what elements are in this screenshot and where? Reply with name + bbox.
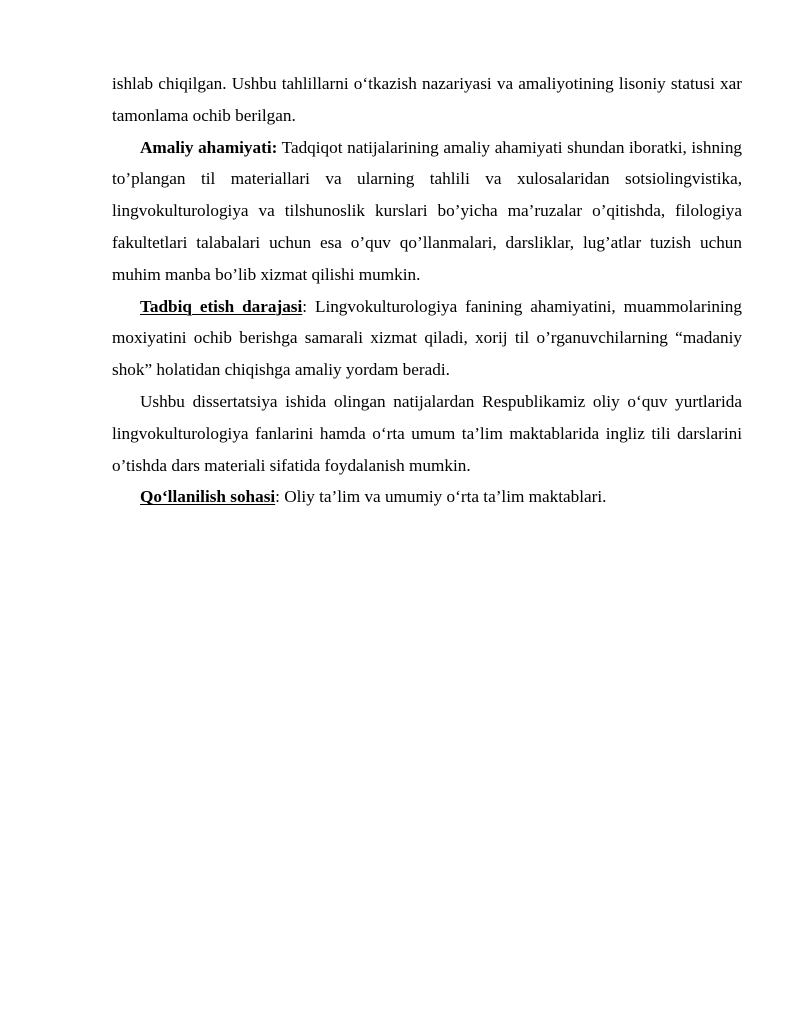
implementation-level-heading: Tadbiq etish darajasi — [140, 296, 303, 316]
paragraph-practical-significance — [112, 132, 742, 291]
paragraph-continuation — [112, 68, 742, 132]
paragraph-text: Ushbu dissertatsiya ishida olingan natijalardan Respublikamiz oliy o‘quv yurtlarida lingvokulturologiya fanlarini hamda o‘rta umum ta’lim maktablarida ingliz tili darslarini o’tishda dars materiali sifatida foydalanish mumkin. — [112, 391, 742, 475]
application-area-heading: Qo‘llanilish sohasi — [140, 487, 276, 507]
paragraph-implementation-level — [112, 291, 742, 386]
paragraph-text: Tadqiqot natijalarining amaliy ahamiyati shundan iboratki, ishning to’plangan til materiallari va ularning tahlili va xulosalaridan sotsiolingvistika, lingvokulturologiya va tilshunoslik kurslari bo’yicha ma’ruzalar o’qitishda, filologiya fakultetlari talabalari uchun esa o’quv qo’llanmalari, darsliklar, lug’atlar tuzish uchun muhim manba bo’lib xizmat qilishi mumkin. — [112, 137, 743, 284]
document-page — [112, 68, 742, 513]
paragraph-results-usage — [112, 386, 742, 481]
paragraph-text: ishlab chiqilgan. Ushbu tahlillarni o‘tkazish nazariyasi va amaliyotining lisoniy statusi xar tamonlama ochib berilgan. — [112, 74, 742, 125]
paragraph-text: : Lingvokulturologiya fanining ahamiyatini, muammolarining moxiyatini ochib berishga samarali xizmat qiladi, xorij til o’rganuvchilarning “madaniy shok” holatidan chiqishga amaliy yordam beradi. — [112, 296, 742, 380]
paragraph-text: : Oliy ta’lim va umumiy o‘rta ta’lim maktablari. — [275, 487, 607, 507]
paragraph-application-area — [112, 481, 742, 513]
practical-significance-heading: Amaliy ahamiyati: — [140, 137, 278, 157]
